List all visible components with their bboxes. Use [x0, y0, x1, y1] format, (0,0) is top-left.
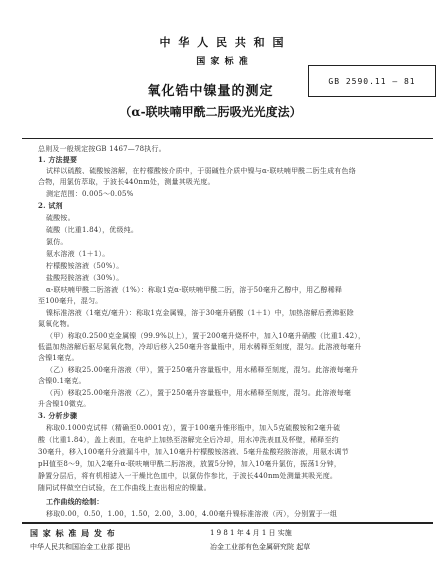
reagent-item: α-联呋喃甲酰二肟溶液（1%）：称取1克α-联呋喃甲酰二肟，溶于50毫升乙醇中，用乙醇稀释: [46, 286, 343, 294]
working-curve-heading: 工作曲线的绘制：: [46, 497, 104, 506]
procedure-line: 称取0.1000克试样（精确至0.0001克），置于100毫升锥形瓶中，加入5克硫酸铵和2毫升硫: [46, 424, 341, 432]
reagent-item: 氯仿。: [46, 238, 68, 246]
section-1-text-cont: 合物，用氯仿萃取，于波长440nm处，测量其吸光度。: [38, 178, 215, 186]
procedure-line: 静置分层后，将有机相滤入一干燥比色皿中，以氯仿作参比，于波长440nm处测量其吸光度。: [38, 472, 338, 480]
standard-solution-b-cont: 含镍0.1毫克。: [38, 377, 86, 385]
procedure-line: 随同试样做空白试验，在工作曲线上查出相应的镍量。: [38, 484, 211, 492]
implementation-date: 1 9 8 1 年 4 月 1 日 实施: [210, 529, 292, 537]
reagent-item: 氨水溶液（1＋1）。: [46, 250, 110, 258]
standard-solution-a-cont: 含镍1毫克。: [38, 354, 79, 362]
reagent-item: 硫酸（比重1.84），优级纯。: [46, 226, 139, 234]
working-curve-line: 移取0.00，0.50，1.00，1.50，2.00，3.00，4.00毫升镍标准溶液（丙），分别置于一组: [46, 510, 338, 518]
procedure-line: 30毫升，移入100毫升分液漏斗中，加入10毫升柠檬酸铵溶液、5毫升盐酸羟胺溶液，用氨水调节: [38, 448, 349, 456]
standard-solution-c: （丙）移取25.00毫升溶液（乙），置于250毫升容量瓶中，用水稀释至刻度，混匀。此溶液每毫: [46, 389, 352, 397]
standard-solution-c-cont: 升含镍10微克。: [38, 400, 91, 408]
standard-code: GB 2590.11 — 81: [328, 76, 416, 86]
footer-rule: [22, 522, 433, 524]
proposer: 中华人民共和国冶金工业部 提出: [30, 543, 131, 551]
procedure-line: 酸（比重1.84），盖上表皿，在电炉上加热至溶解完全后冷却，用水冲洗表皿及杯壁，稀释至约: [38, 436, 339, 444]
standard-solution-a: （甲）称取0.2500克金属镍（99.9%以上），置于200毫升烧杯中，加入10毫升硝酸（比重1.42），: [46, 332, 366, 340]
standard-solution-b: （乙）移取25.00毫升溶液（甲），置于250毫升容量瓶中，用水稀释至刻度，混匀。此溶液每毫升: [46, 366, 359, 374]
section-2-heading: 2. 试剂: [38, 201, 63, 210]
reagent-item: 硫酸铵。: [46, 214, 75, 222]
section-3-heading: 3. 分析步骤: [38, 411, 78, 420]
document-subtitle: （α-联呋喃甲酰二肟吸光光度法）: [119, 105, 302, 119]
intro-text: 总则及一般规定按GB 1467—78执行。: [38, 145, 166, 153]
document-title: 氧化锆中镍量的测定: [147, 84, 274, 99]
reagent-item: 镍标准溶液（1毫克/毫升）：称取1克金属镍，溶于30毫升硝酸（1＋1）中，加热溶解后煮沸驱除: [46, 309, 354, 317]
section-1-text: 试样以硫酸、硫酸铵溶解，在柠檬酸铵介质中，于弱碱性介质中镍与α-联呋喃甲酰二肟生成有色络: [46, 167, 356, 175]
reagent-item: 盐酸羟胺溶液（30%）。: [46, 274, 124, 282]
standard-type: 国 家 标 准: [196, 57, 249, 67]
standard-solution-a-cont: 低温加热溶解后驱尽氮氧化物，冷却后移入250毫升容量瓶中，用水稀释至刻度，混匀。此溶液每毫升: [38, 343, 362, 351]
reagent-item: 至100毫升，混匀。: [38, 297, 103, 305]
procedure-line: pH值至8～9，加入2毫升α-联呋喃甲酰二肟溶液，放置5分钟，加入10毫升氯仿，振荡1分钟，: [38, 460, 342, 468]
drafter: 冶金工业部有色金属研究院 起草: [210, 543, 311, 551]
section-1-heading: 1. 方法提要: [38, 155, 78, 164]
country-name: 中 华 人 民 共 和 国: [159, 36, 286, 49]
reagent-item: 柠檬酸铵溶液（50%）。: [46, 262, 124, 270]
measurement-range: 测定范围：0.005～0.05%: [46, 190, 134, 198]
issuer: 国 家 标 准 局 发 布: [30, 528, 116, 538]
reagent-item: 氮氧化物。: [38, 320, 74, 328]
header-rule: [22, 138, 433, 139]
